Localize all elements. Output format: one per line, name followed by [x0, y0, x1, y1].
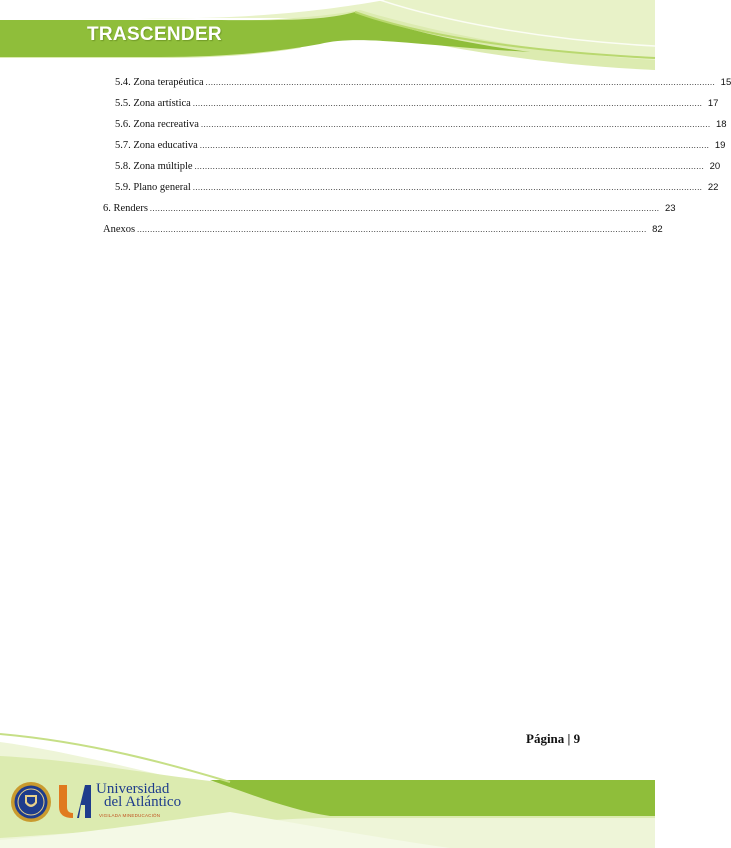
- toc-entry-page: 23: [664, 203, 676, 214]
- toc-entry[interactable]: [115, 118, 727, 132]
- toc-leader-dots: ....................................................................................................................................................................................................: [192, 99, 703, 108]
- toc-entry-label: 5.5. Zona artística: [115, 98, 191, 109]
- toc-entry-page: 18: [716, 119, 727, 130]
- ua-logo-icon: [55, 781, 95, 821]
- document-header-title: TRASCENDER: [87, 24, 222, 45]
- toc-entry-label: 5.6. Zona recreativa: [115, 119, 199, 130]
- toc-entry[interactable]: [103, 223, 663, 237]
- university-name: [96, 783, 181, 809]
- toc-entry-page: 15: [720, 77, 731, 88]
- toc-entry-label: 6. Renders: [103, 203, 148, 214]
- toc-entry-label: 5.8. Zona múltiple: [115, 161, 193, 172]
- university-seal-logo: [10, 781, 52, 823]
- page-number: Página | 9: [526, 731, 581, 746]
- toc-entry[interactable]: [115, 181, 719, 195]
- toc-leader-dots: ....................................................................................................................................................................................................: [200, 120, 711, 129]
- toc-leader-dots: ....................................................................................................................................................................................................: [194, 162, 705, 171]
- toc-entry[interactable]: [115, 76, 731, 90]
- toc-entry[interactable]: [103, 202, 676, 216]
- toc-entry-page: 19: [714, 140, 726, 151]
- toc-entry-page: 20: [709, 161, 721, 172]
- toc-entry[interactable]: [115, 139, 726, 153]
- university-tagline: VIGILADA MINEDUCACIÓN: [99, 813, 161, 818]
- toc-leader-dots: ....................................................................................................................................................................................................: [149, 204, 660, 213]
- toc-leader-dots: ....................................................................................................................................................................................................: [199, 141, 710, 150]
- toc-leader-dots: ....................................................................................................................................................................................................: [192, 183, 703, 192]
- toc-leader-dots: ....................................................................................................................................................................................................: [137, 225, 647, 234]
- university-name-line2: del Atlántico: [104, 794, 182, 810]
- toc-entry-label: 5.4. Zona terapéutica: [115, 77, 204, 88]
- toc-entry-page: 17: [707, 98, 719, 109]
- toc-leader-dots: ....................................................................................................................................................................................................: [205, 78, 716, 87]
- toc-entry-page: 82: [652, 224, 663, 235]
- toc-entry-label: Anexos: [103, 224, 136, 235]
- toc-entry-label: 5.9. Plano general: [115, 182, 191, 193]
- toc-entry-label: 5.7. Zona educativa: [115, 140, 198, 151]
- toc-entry[interactable]: [115, 97, 719, 111]
- university-name-line1: Universidad: [96, 781, 170, 797]
- table-of-contents: [0, 0, 731, 240]
- toc-entry[interactable]: [115, 160, 721, 174]
- toc-entry-page: 22: [707, 182, 719, 193]
